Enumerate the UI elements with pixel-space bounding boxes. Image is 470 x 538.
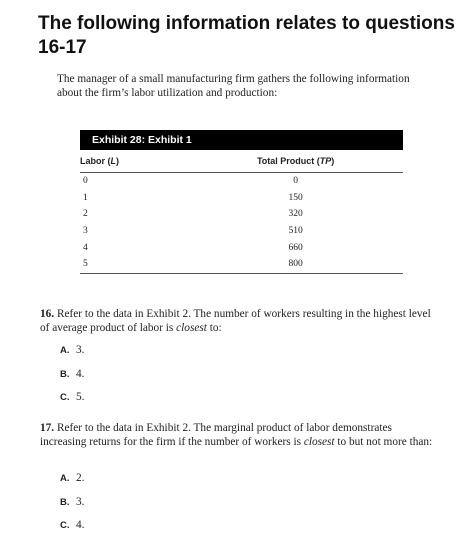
labor-cell: 2	[83, 209, 88, 220]
total-product-cell: 150	[288, 192, 303, 203]
table-row	[80, 256, 403, 273]
labor-cell: 4	[83, 242, 88, 253]
question-number: 16.	[40, 308, 55, 320]
total-product-cell: 800	[188, 256, 403, 273]
total-product-cell: 660	[288, 242, 303, 253]
column-header-labor: Labor (L)	[80, 150, 188, 173]
q17-option-b[interactable]: B. 3.	[60, 496, 85, 508]
table-row	[80, 173, 403, 190]
column-header-total-product: Total Product (TP)	[188, 150, 403, 173]
q16-option-a[interactable]: A. 3.	[60, 344, 85, 356]
question-17: 17. Refer to the data in Exhibit 2. The marginal product of labor demonstrates increasing returns for the firm if the number of workers is closest to but not more than:	[40, 422, 433, 449]
exhibit-table-block	[80, 130, 403, 274]
table-row	[80, 206, 403, 223]
total-product-cell: 0	[293, 176, 298, 187]
intro-paragraph: The manager of a small manufacturing firm gathers the following information about the firm’s labor utilization and production:	[57, 73, 410, 99]
total-product-cell: 320	[288, 209, 303, 220]
exhibit-title: Exhibit 28: Exhibit 1	[80, 130, 403, 150]
question-number: 17.	[40, 422, 55, 434]
q17-option-a[interactable]: A. 2.	[60, 472, 85, 484]
labor-cell: 3	[83, 226, 88, 237]
table-row	[80, 239, 403, 256]
q16-option-c[interactable]: C. 5.	[60, 391, 85, 403]
table-row	[80, 223, 403, 240]
table-row	[80, 190, 403, 207]
labor-cell: 5	[80, 256, 188, 273]
q17-option-c[interactable]: C. 4.	[60, 519, 85, 531]
total-product-cell: 510	[288, 226, 303, 237]
q16-option-b[interactable]: B. 4.	[60, 368, 85, 380]
question-16: 16. Refer to the data in Exhibit 2. The number of workers resulting in the highest level of average product of labor is closest to:	[40, 308, 431, 335]
labor-cell: 1	[83, 192, 88, 203]
labor-cell: 0	[83, 176, 88, 187]
exhibit-table	[80, 150, 403, 274]
table-header-row	[80, 150, 403, 173]
section-heading: The following information relates to questions 16-17	[38, 13, 455, 58]
